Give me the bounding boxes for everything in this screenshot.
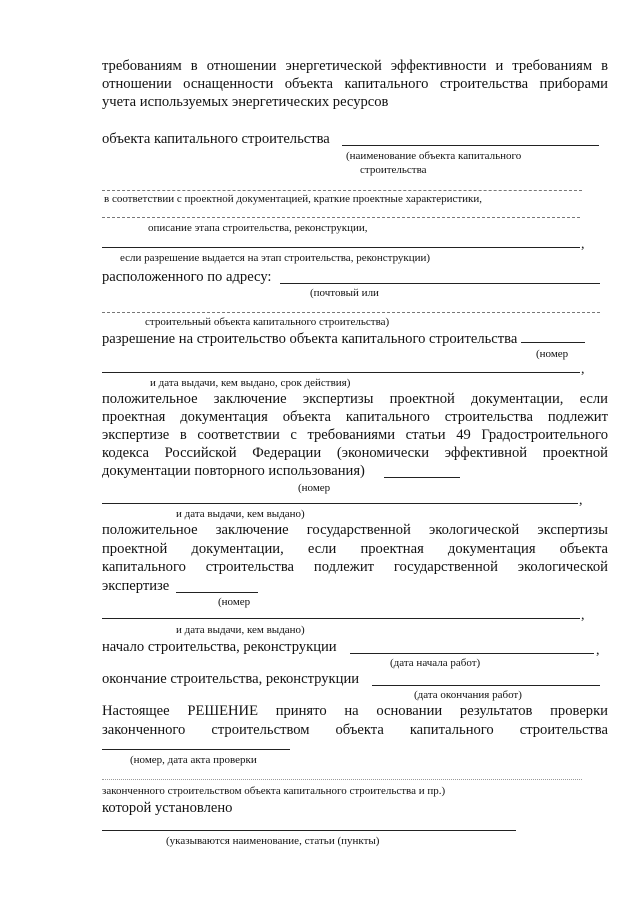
permit-comma: ,	[581, 362, 585, 377]
ecology-line-2: проектной документации, если проектная документация объекта	[102, 541, 608, 557]
decision-established: которой установлено	[102, 800, 233, 816]
expertise-line-1: положительное заключение экспертизы проектной документации, если	[102, 391, 608, 407]
stage-comma: ,	[581, 237, 585, 252]
object-hint-2: строительства	[360, 164, 427, 176]
ecology-line	[102, 618, 580, 619]
start-hint: (дата начала работ)	[390, 657, 481, 669]
permit-line	[102, 372, 580, 373]
expertise-line	[102, 503, 578, 504]
decision-act-line	[102, 749, 290, 750]
expertise-hint-2: и дата выдачи, кем выдано)	[176, 508, 305, 520]
decision-articles-line	[102, 830, 516, 831]
object-hint-1: (наименование объекта капитального	[346, 150, 522, 162]
stage-hint-2: если разрешение выдается на этап строительства, реконструкции)	[120, 252, 431, 264]
intro-line-1: требованиям в отношении энергетической эффективности и требованиям в	[102, 58, 608, 74]
ecology-hint-2: и дата выдачи, кем выдано)	[176, 624, 305, 636]
decision-line-2: законченного строительством объекта капитального строительства	[102, 722, 608, 738]
expertise-line-2: проектная документация объекта капитального строительства подлежит	[102, 409, 608, 425]
ecology-line-4: экспертизе	[102, 578, 170, 594]
address-line-1	[280, 283, 600, 284]
decision-hint-1: (номер, дата акта проверки	[130, 754, 257, 766]
object-label: объекта капитального строительства	[102, 131, 330, 147]
project-hint: в соответствии с проектной документацией, краткие проектные характеристики,	[104, 193, 483, 205]
project-line	[102, 190, 582, 191]
expertise-line-5: документации повторного использования)	[102, 463, 365, 479]
expertise-line-3: экспертизе в соответствии с требованиями статьи 49 Градостроительного	[102, 427, 608, 443]
address-label: расположенного по адресу:	[102, 269, 272, 285]
start-label: начало строительства, реконструкции	[102, 639, 337, 655]
decision-hint-2: законченного строительством объекта капитального строительства и пр.)	[102, 785, 446, 797]
ecology-line-3: капитального строительства подлежит государственной экологической	[102, 559, 608, 575]
intro-line-2: отношении оснащенности объекта капитального строительства приборами	[102, 76, 608, 92]
decision-line-1: Настоящее РЕШЕНИЕ принято на основании результатов проверки	[102, 703, 608, 719]
stage-line-1	[102, 217, 580, 218]
permit-hint-2: и дата выдачи, кем выдано, срок действия)	[150, 377, 351, 389]
decision-hint-3: (указываются наименование, статьи (пункты)	[166, 835, 380, 847]
ecology-comma: ,	[581, 608, 585, 623]
expertise-number-blank	[384, 477, 460, 478]
ecology-number-blank	[176, 592, 258, 593]
address-hint-1: (почтовый или	[310, 287, 379, 299]
end-hint: (дата окончания работ)	[414, 689, 522, 701]
end-label: окончание строительства, реконструкции	[102, 671, 360, 687]
address-line-2	[102, 312, 600, 313]
address-hint-2: строительный объекта капитального строительства)	[145, 316, 390, 328]
expertise-line-4: кодекса Российской Федерации (экономически эффективной проектной	[102, 445, 608, 461]
object-name-line	[342, 145, 599, 146]
expertise-comma: ,	[579, 493, 583, 508]
stage-line-2	[102, 247, 580, 248]
expertise-hint-1: (номер	[298, 482, 331, 494]
start-comma: ,	[596, 643, 600, 658]
permit-number-blank	[521, 329, 585, 343]
start-date-line	[350, 653, 594, 654]
ecology-line-1: положительное заключение государственной экологической экспертизы	[102, 522, 608, 538]
end-date-line	[372, 685, 600, 686]
stage-hint: описание этапа строительства, реконструкции,	[148, 222, 368, 234]
intro-line-3: учета используемых энергетических ресурсов	[102, 94, 389, 110]
permit-hint-1: (номер	[536, 348, 569, 360]
ecology-hint-1: (номер	[218, 596, 251, 608]
permit-label: разрешение на строительство объекта капитального строительства	[102, 329, 585, 348]
decision-dotted-line	[102, 779, 582, 780]
